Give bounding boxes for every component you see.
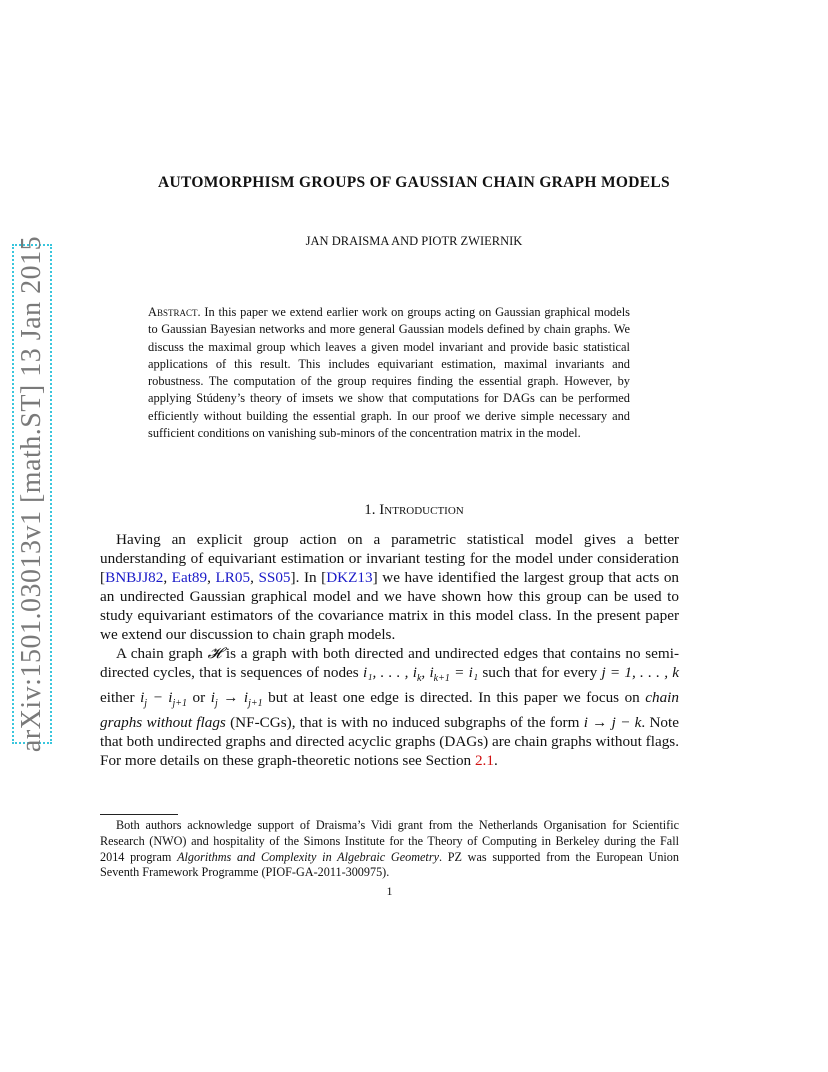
body-text (100, 530, 679, 770)
text-run: ] we have identified the largest group that acts on an undirected Gaussian graphical model and we have shown how this group can be used to study equivariant estimators of the covariance matrix in this model class. In the present paper we extend our discussion to chain graph models. (100, 569, 680, 643)
text-run: (NF-CGs), that is with no induced subgraphs of the form (225, 714, 584, 732)
citation-link[interactable]: LR05 (215, 569, 251, 586)
emphasis: chain graphs without flags (100, 689, 679, 732)
text-run: Both authors acknowledge support of Draisma’s Vidi grant from the Netherlands Organisation for Scientific Research (NWO) and hospitality of the Simons Institute for the Theory of Computing in Berkeley during the Fall 2014 program (100, 818, 679, 864)
math-subscript: j (144, 698, 148, 710)
text-run: ]. In [ (290, 569, 327, 586)
paper-authors: JAN DRAISMA AND PIOTR ZWIERNIK (305, 234, 523, 248)
citation-link[interactable]: SS05 (258, 569, 291, 586)
math-subscript: j+1 (248, 698, 263, 710)
intro-paragraph-1 (100, 530, 679, 644)
text-run: , (250, 569, 259, 586)
math-subscript: j+1 (172, 698, 188, 710)
text-run: . Note that both undirected graphs and directed acyclic graphs (DAGs) are chain graphs without flags. For more details on these graph-theoretic notions see Section (100, 714, 679, 770)
text-run: A chain graph (116, 645, 208, 662)
text-run: either (100, 689, 141, 707)
math-run: i (140, 689, 145, 707)
intro-paragraph-2 (100, 644, 679, 770)
math-run: , i (421, 664, 434, 681)
text-run: is a graph with both directed and undirected edges that contains no semi-directed cycles, that is sequences of nodes (100, 645, 679, 681)
math-subscript: k (416, 673, 422, 685)
text-run: , (207, 569, 216, 586)
abstract-label: Abstract. (148, 305, 201, 319)
section-heading (100, 502, 728, 519)
math-run: → i (217, 689, 249, 707)
math-subscript: k+1 (433, 673, 450, 685)
footnote (100, 818, 679, 881)
text-run: such that for every (478, 664, 602, 681)
footnote-rule (100, 814, 178, 815)
abstract (148, 304, 630, 442)
math-symbol: 𝓗 (207, 645, 222, 662)
math-run: i (210, 689, 215, 707)
math-expression (362, 664, 479, 685)
abstract-text: In this paper we extend earlier work on groups acting on Gaussian graphical models to Gaussian Bayesian networks and more general Gaussian models defined by chain graphs. We discuss the maximal group which leaves a given model invariant and provide basic statistical applications of this result. This includes equivariant estimation, maximal invariants and robustness. The computation of the group requires finding the essential graph. However, by applying Stúdeny’s theory of imsets we show that computations for DAGs can be performed efficiently without building the essential graph. In our proof we derive simple necessary and sufficient conditions on vanishing sub-minors of the concentration matrix in the model. (148, 305, 630, 441)
text-run: but at least one edge is directed. In this paper we focus on (262, 689, 646, 707)
math-run: − i (147, 689, 173, 707)
text-run: Having an explicit group action on a parametric statistical model gives a better understanding of equivariant estimation or invariant testing for the model under consideration [ (100, 531, 679, 586)
arxiv-identifier-box[interactable] (12, 235, 52, 753)
text-run: . PZ was supported from the European Union Seventh Framework Programme (PIOF-GA-2011-300975). (100, 849, 679, 880)
emphasis: Algorithms and Complexity in Algebraic Geometry (177, 849, 439, 864)
paper-title: AUTOMORPHISM GROUPS OF GAUSSIAN CHAIN GRAPH MODELS (158, 174, 670, 191)
section-number: 1. (364, 502, 376, 518)
math-run: = i₁ (449, 664, 479, 681)
text-run: . (493, 752, 498, 770)
text-run: or (187, 689, 211, 707)
arxiv-identifier[interactable]: arXiv:1501.03013v1 [math.ST] 13 Jan 2015 (16, 235, 47, 753)
math-expression (140, 689, 188, 710)
math-expression: i → j − k (583, 714, 642, 732)
math-subscript: j (214, 698, 218, 710)
page-number: 1 (386, 884, 393, 898)
math-expression: j = 1, . . . , k (601, 664, 679, 681)
citation-link[interactable]: DKZ13 (326, 569, 373, 586)
text-run: , (163, 569, 172, 586)
section-reference-link[interactable]: 2.1 (474, 752, 494, 770)
citation-link[interactable]: BNBJJ82 (105, 569, 164, 586)
citation-link[interactable]: Eat89 (171, 569, 208, 586)
math-run: i₁, . . . , i (362, 664, 417, 681)
math-expression (210, 689, 263, 710)
section-title: Introduction (379, 502, 464, 518)
